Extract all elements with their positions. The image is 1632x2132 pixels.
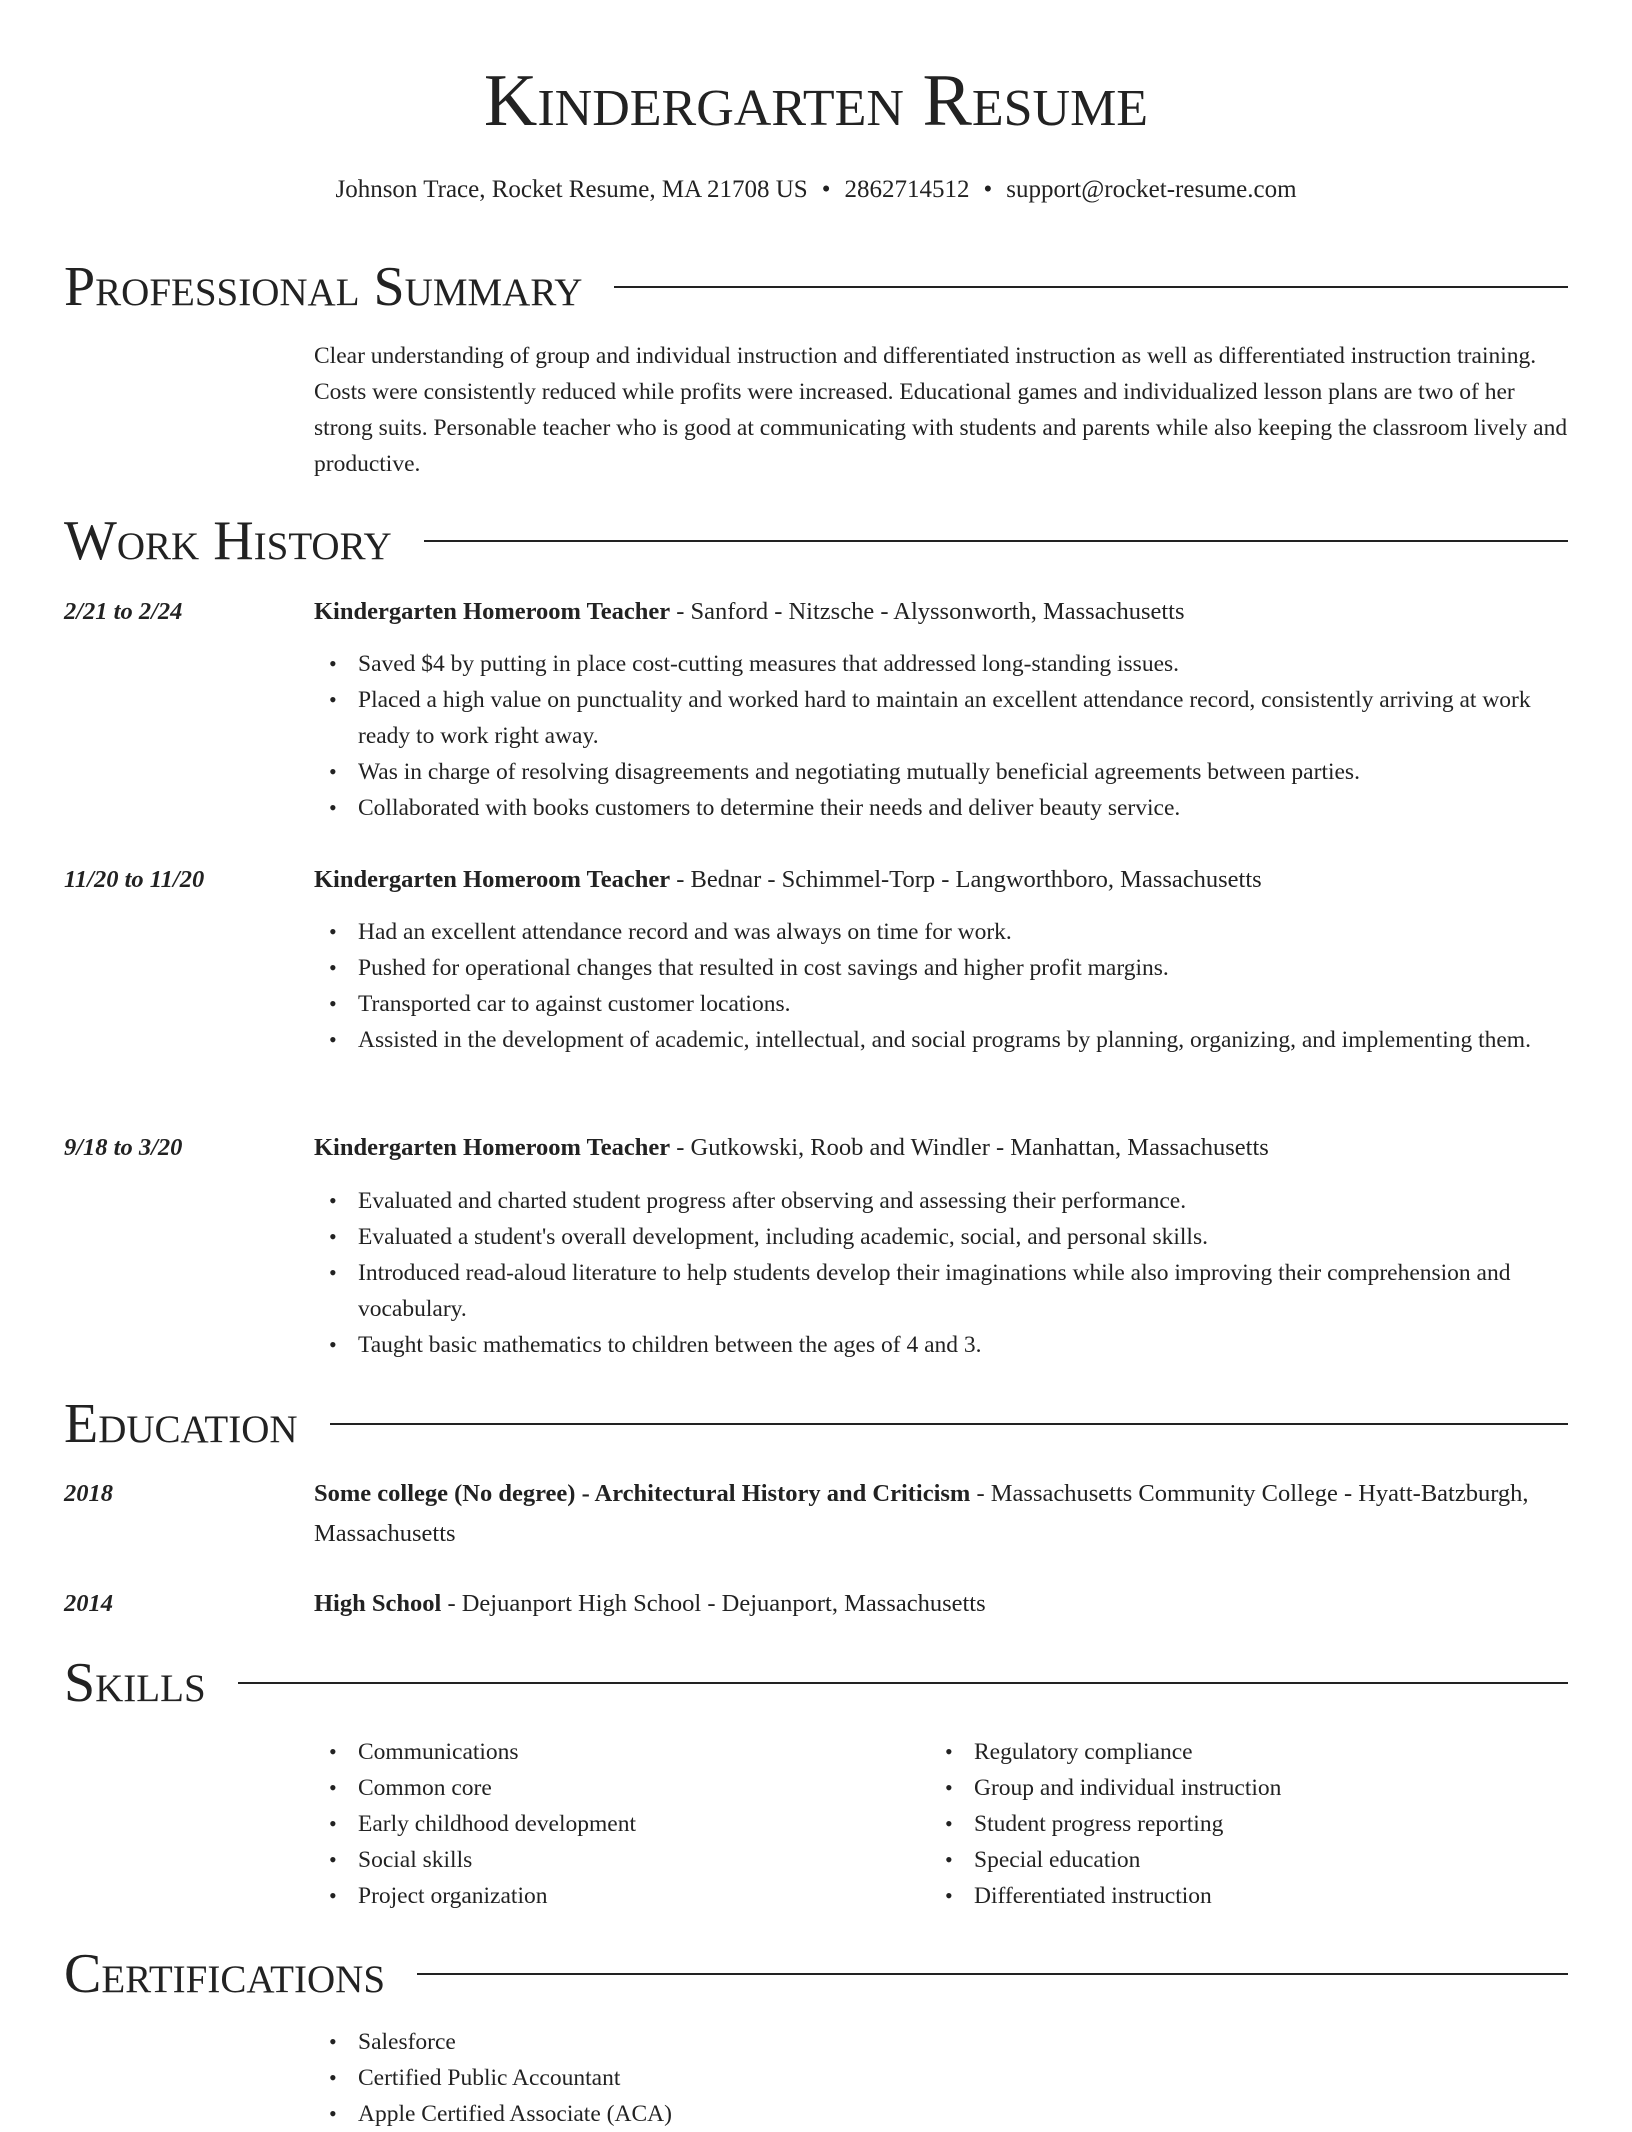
job-bullet: • Evaluated a student's overall development, including academic, social, and personal skills. <box>358 1219 1568 1255</box>
section-certifications <box>64 1939 1568 2009</box>
job-bullet: • Placed a high value on punctuality and worked hard to maintain an excellent attendance record, consistently arriving at work ready to work right away. <box>358 682 1568 754</box>
skill-item: • Special education <box>974 1842 1490 1878</box>
skill-item: • Regulatory compliance <box>974 1734 1490 1770</box>
job-heading <box>314 860 1568 900</box>
resume-title: Kindergarten Resume <box>483 60 1149 142</box>
job-title: Kindergarten Homeroom Teacher <box>314 1134 671 1161</box>
job-bullets <box>314 646 1568 826</box>
job-dates: 9/18 to 3/20 <box>64 1134 183 1161</box>
section-divider <box>330 1423 1568 1425</box>
section-divider <box>238 1682 1568 1684</box>
education-school: - Massachusetts Community College - Hyatt-Batzburgh, Massachusetts <box>314 1480 1529 1547</box>
job-bullet: • Taught basic mathematics to children between the ages of 4 and 3. <box>358 1327 1568 1363</box>
skill-item: • Communications <box>358 1734 874 1770</box>
job-employer-location: - Sanford - Nitzsche - Alyssonworth, Massachusetts <box>670 598 1185 625</box>
job-bullet: • Collaborated with books customers to determine their needs and deliver beauty service. <box>358 790 1568 826</box>
job-bullet: • Evaluated and charted student progress after observing and assessing their performance. <box>358 1183 1568 1219</box>
section-divider <box>424 540 1568 542</box>
section-heading: Work History <box>64 510 392 572</box>
certifications-list <box>314 2024 1568 2132</box>
job-bullet: • Saved $4 by putting in place cost-cutting measures that addressed long-standing issues. <box>358 646 1568 682</box>
education-degree: Some college (No degree) - Architectural History and Criticism <box>314 1480 971 1507</box>
job-bullet: • Had an excellent attendance record and was always on time for work. <box>358 914 1568 950</box>
contact-phone: 2862714512 <box>844 176 970 203</box>
contact-address: Johnson Trace, Rocket Resume, MA 21708 US <box>335 176 808 203</box>
section-skills <box>64 1648 1568 1718</box>
job-title: Kindergarten Homeroom Teacher <box>314 598 671 625</box>
job-bullets <box>314 914 1568 1058</box>
job-employer-location: - Gutkowski, Roob and Windler - Manhattan, Massachusetts <box>670 1134 1269 1161</box>
job-heading <box>314 1128 1568 1168</box>
section-education <box>64 1389 1568 1459</box>
section-work-history <box>64 506 1568 576</box>
job-bullet: • Introduced read-aloud literature to help students develop their imaginations while also improving their comprehension and vocabulary. <box>358 1255 1568 1327</box>
job-employer-location: - Bednar - Schimmel-Torp - Langworthboro, Massachusetts <box>670 866 1262 893</box>
education-school: - Dejuanport High School - Dejuanport, Massachusetts <box>441 1590 986 1617</box>
section-heading: Certifications <box>64 1943 386 2005</box>
education-year: 2014 <box>64 1590 113 1617</box>
section-heading: Education <box>64 1393 298 1455</box>
contact-separator: • <box>821 176 831 203</box>
job-heading <box>314 592 1568 632</box>
skills-list-left <box>314 1734 874 1914</box>
education-degree: High School <box>314 1590 442 1617</box>
section-heading: Skills <box>64 1652 206 1714</box>
section-divider <box>614 286 1568 288</box>
section-divider <box>417 1973 1568 1975</box>
job-dates: 11/20 to 11/20 <box>64 866 205 893</box>
certification-item: • Apple Certified Associate (ACA) <box>358 2096 1568 2132</box>
job-bullet: • Pushed for operational changes that resulted in cost savings and higher profit margins. <box>358 950 1568 986</box>
skill-item: • Common core <box>358 1770 874 1806</box>
education-year: 2018 <box>64 1480 113 1507</box>
section-professional-summary <box>64 252 1568 322</box>
job-title: Kindergarten Homeroom Teacher <box>314 866 671 893</box>
job-bullet: • Assisted in the development of academic, intellectual, and social programs by planning, organizing, and implementing them. <box>358 1022 1568 1058</box>
skill-item: • Differentiated instruction <box>974 1878 1490 1914</box>
contact-line <box>0 172 1632 208</box>
skill-item: • Student progress reporting <box>974 1806 1490 1842</box>
job-bullet: • Transported car to against customer locations. <box>358 986 1568 1022</box>
summary-text: Clear understanding of group and individual instruction and differentiated instruction as well as differentiated instruction training. Costs were consistently reduced while profits were increased. Educational games and individualized lesson plans are two of her strong suits. Personable teacher who is good at communicating with students and parents while also keeping the classroom lively and productive. <box>314 343 1568 477</box>
section-heading: Professional Summary <box>64 256 583 318</box>
contact-email: support@rocket-resume.com <box>1006 176 1297 203</box>
skill-item: • Social skills <box>358 1842 874 1878</box>
education-entry <box>314 1474 1568 1554</box>
education-entry <box>314 1584 1568 1624</box>
skill-item: • Group and individual instruction <box>974 1770 1490 1806</box>
certification-item: • Salesforce <box>358 2024 1568 2060</box>
skill-item: • Project organization <box>358 1878 874 1914</box>
job-dates: 2/21 to 2/24 <box>64 598 183 625</box>
job-bullets <box>314 1183 1568 1363</box>
skills-list-right <box>930 1734 1490 1914</box>
skill-item: • Early childhood development <box>358 1806 874 1842</box>
contact-separator: • <box>983 176 993 203</box>
certification-item: • Certified Public Accountant <box>358 2060 1568 2096</box>
job-bullet: • Was in charge of resolving disagreements and negotiating mutually beneficial agreements between parties. <box>358 754 1568 790</box>
